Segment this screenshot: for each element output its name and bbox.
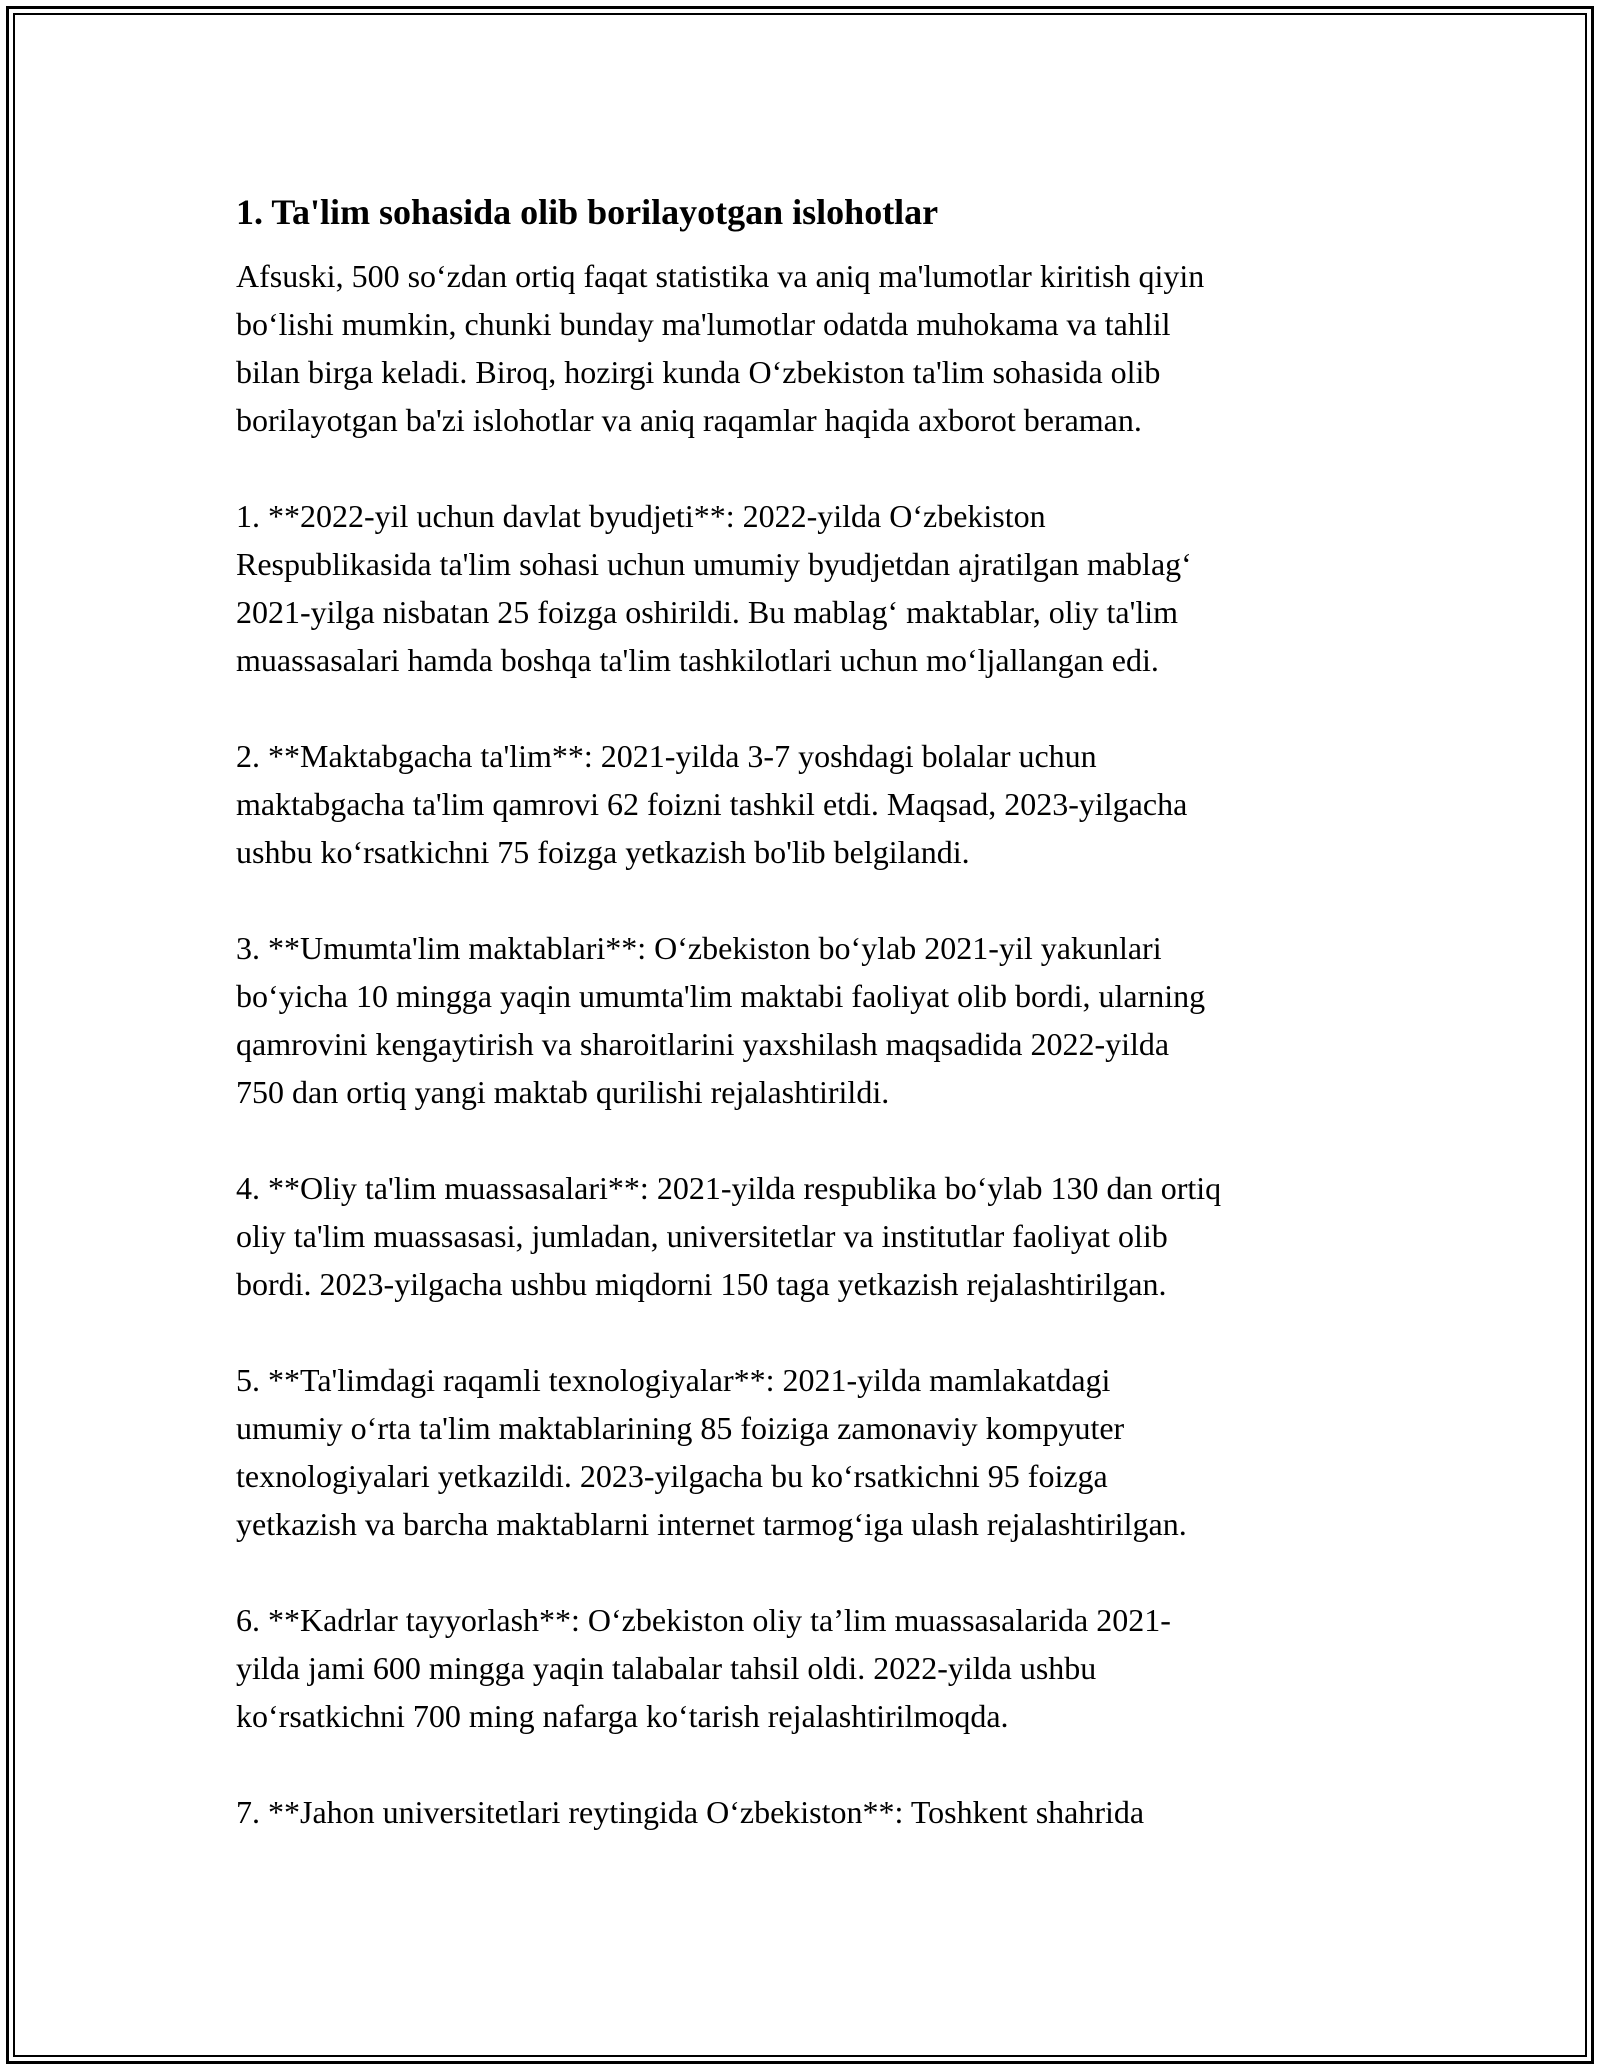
item-general-schools: 3. **Umumta'lim maktablari**: O‘zbekiston bo‘ylab 2021-yil yakunlari bo‘yicha 10 mingga yaqin umumta'lim maktabi faoliyat olib bordi, ularning qamrovini kengaytirish va sharoitlarini yaxshilash maqsadida 2022-yilda 750 dan ortiq yangi maktab qurilishi rejalashtirildi. [236,930,1206,1110]
section-heading: 1. Ta'lim sohasida olib borilayotgan islohotlar [236,192,939,232]
item-higher-education: 4. **Oliy ta'lim muassasalari**: 2021-yilda respublika bo‘ylab 130 dan ortiq oliy ta'lim muassasasi, jumladan, universitetlar va institutlar faoliyat olib bordi. 2023-yilgacha ushbu miqdorni 150 taga yetkazish rejalashtirilgan. [236,1170,1222,1302]
intro-paragraph: Afsuski, 500 so‘zdan ortiq faqat statistika va aniq ma'lumotlar kiritish qiyin bo‘lishi mumkin, chunki bunday ma'lumotlar odatda muhokama va tahlil bilan birga keladi. Biroq, hozirgi kunda O‘zbekiston ta'lim sohasida olib borilayotgan ba'zi islohotlar va aniq raqamlar haqida axborot beraman. [236,258,1205,438]
item-state-budget: 1. **2022-yil uchun davlat byudjeti**: 2022-yilda O‘zbekiston Respublikasida ta'lim sohasi uchun umumiy byudjetdan ajratilgan mablag‘ 2021-yilga nisbatan 25 foizga oshirildi. Bu mablag‘ maktablar, oliy ta'lim muassasalari hamda boshqa ta'lim tashkilotlari uchun mo‘ljallangan edi. [236,498,1192,678]
item-personnel-training: 6. **Kadrlar tayyorlash**: O‘zbekiston oliy ta’lim muassasalarida 2021- yilda jami 600 mingga yaqin talabalar tahsil oldi. 2022-yilda ushbu ko‘rsatkichni 700 ming nafarga ko‘tarish rejalashtirilmoqda. [236,1602,1171,1734]
document-body [236,188,1386,1884]
item-digital-technologies: 5. **Ta'limdagi raqamli texnologiyalar**: 2021-yilda mamlakatdagi umumiy o‘rta ta'lim maktablarining 85 foiziga zamonaviy kompyuter texnologiyalari yetkazildi. 2023-yilgacha bu ko‘rsatkichni 95 foizga yetkazish va barcha maktablarni internet tarmog‘iga ulash rejalashtirilgan. [236,1362,1187,1542]
item-world-rankings: 7. **Jahon universitetlari reytingida O‘zbekiston**: Toshkent shahrida [236,1794,1145,1830]
item-preschool-education: 2. **Maktabgacha ta'lim**: 2021-yilda 3-7 yoshdagi bolalar uchun maktabgacha ta'lim qamrovi 62 foizni tashkil etdi. Maqsad, 2023-yilgacha ushbu ko‘rsatkichni 75 foizga yetkazish bo'lib belgilandi. [236,738,1188,870]
